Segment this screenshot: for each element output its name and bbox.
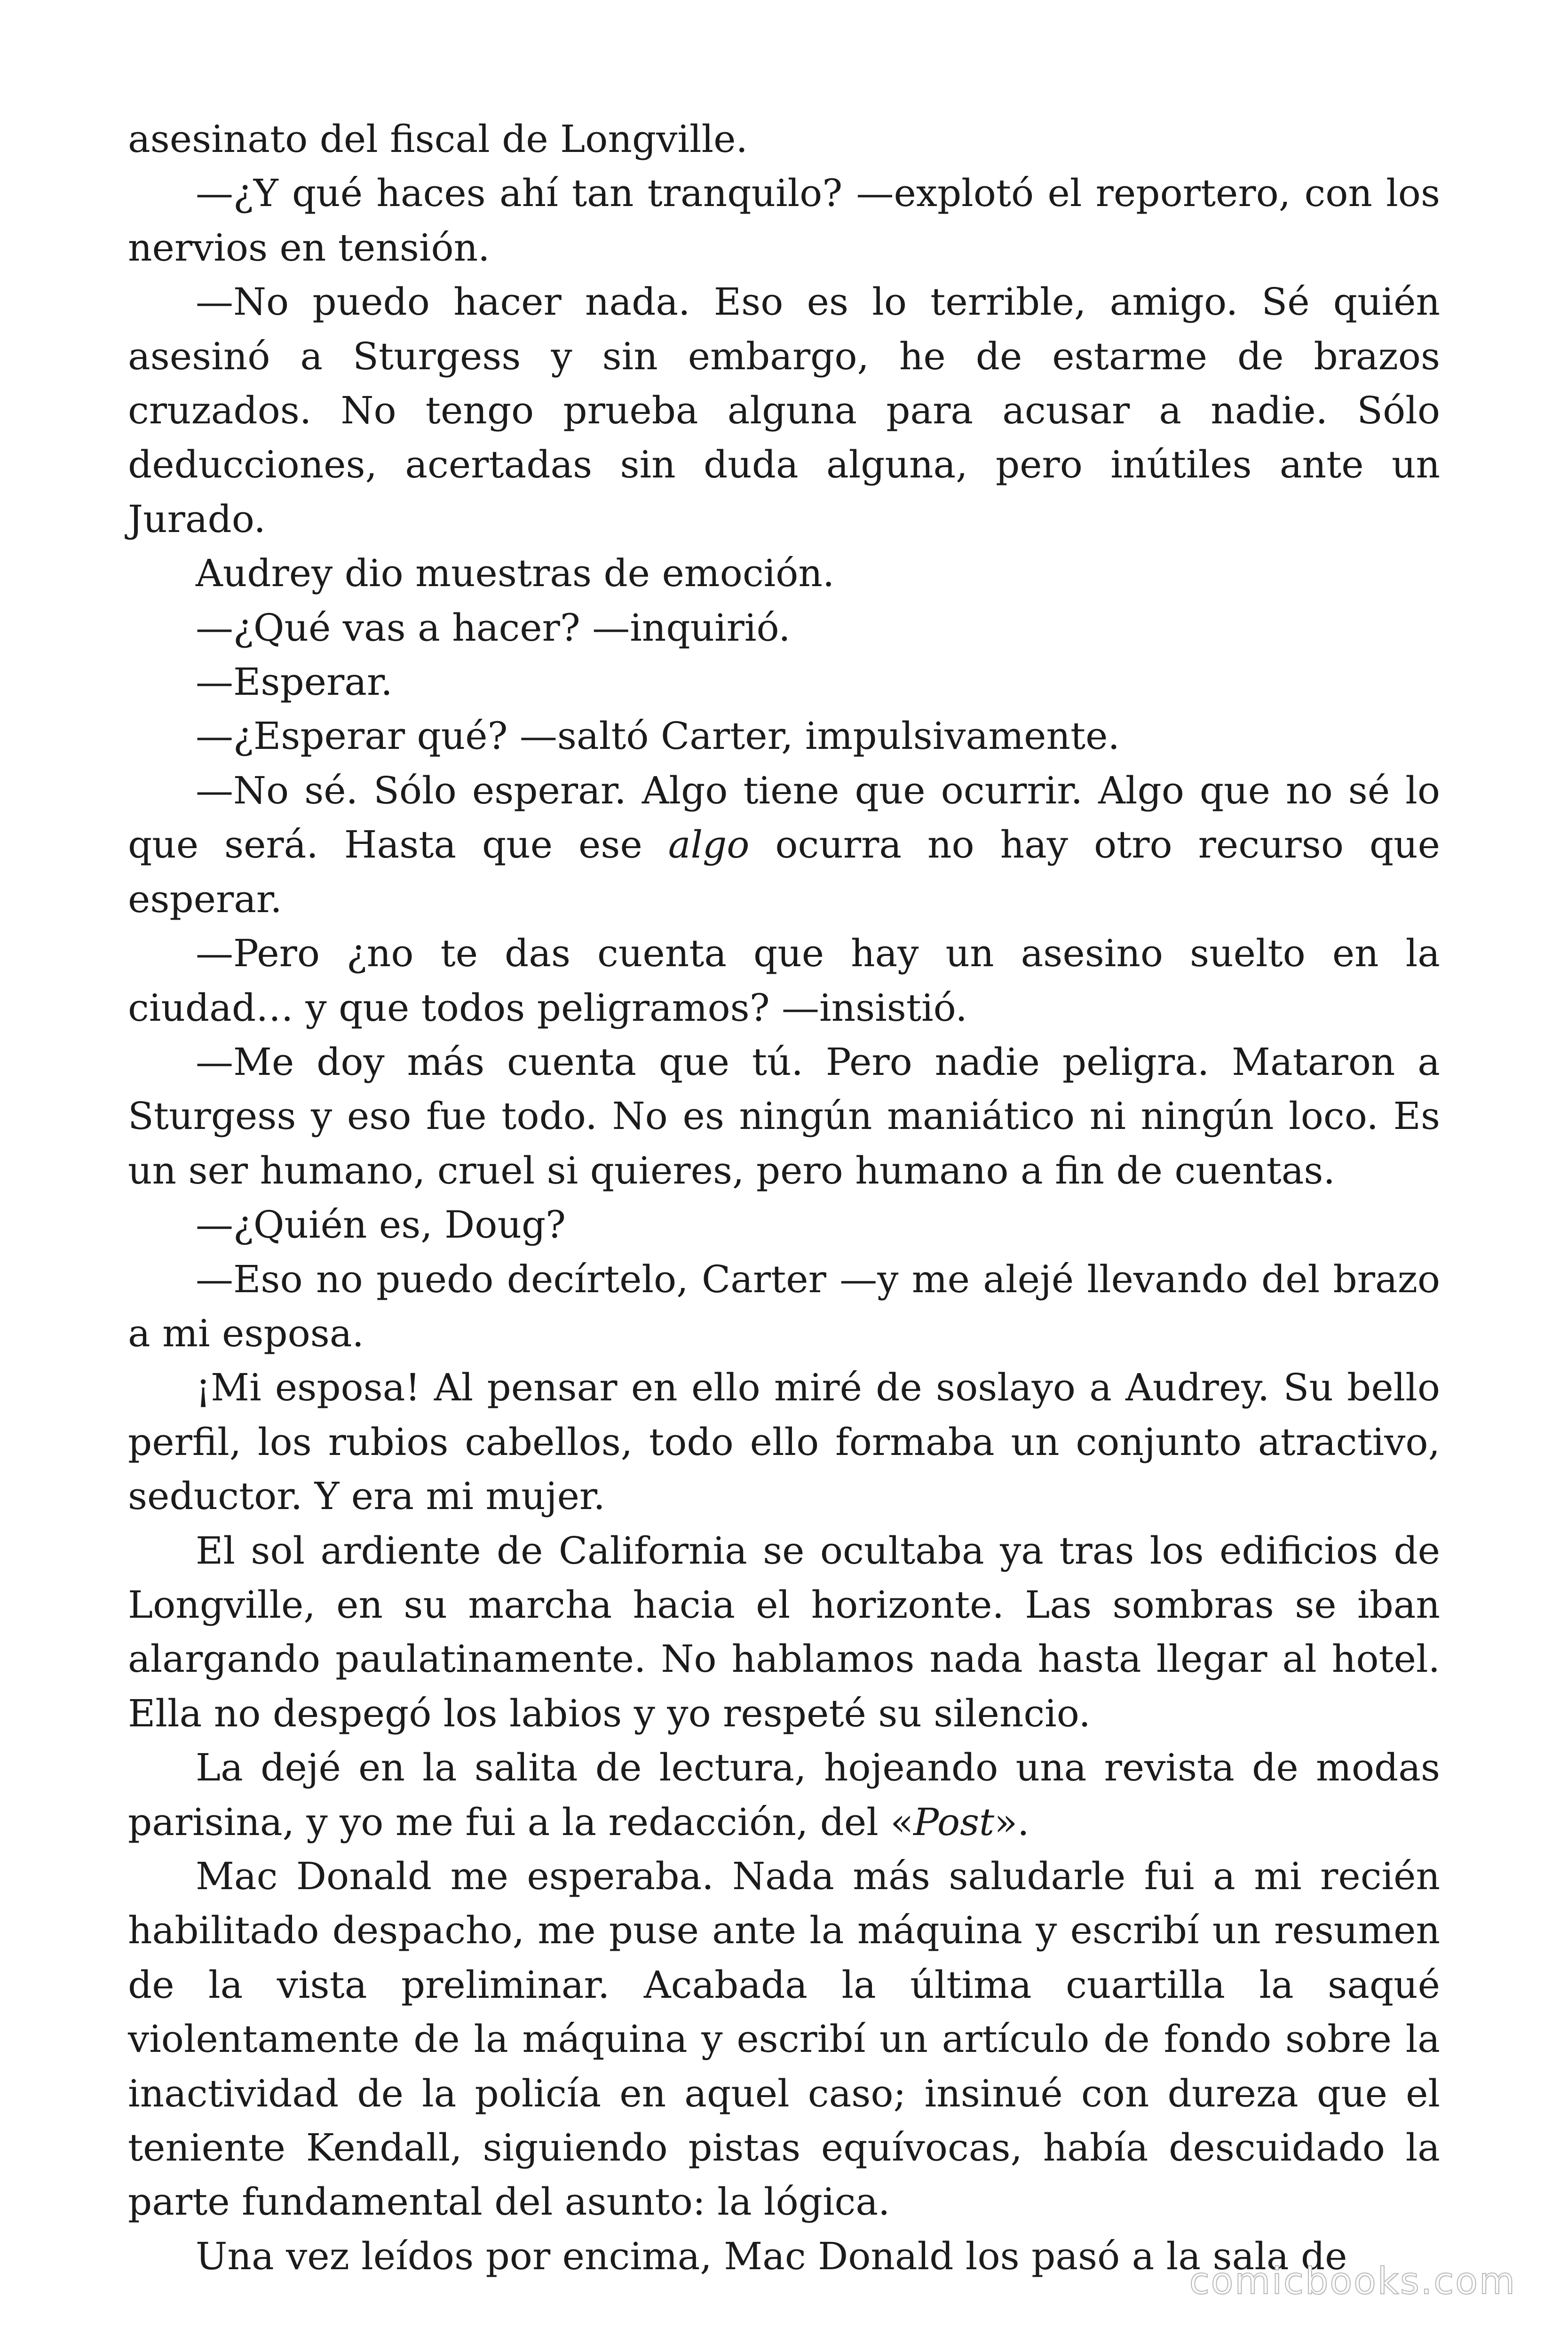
emphasis-text: Post: [913, 1800, 995, 1844]
paragraph: El sol ardiente de California se ocultaba ya tras los edificios de Longville, en su marcha hacia el horizonte. Las sombras se iban alargando paulatinamente. No hablamos nada hasta llegar al hotel. Ella no despegó los labios y yo respeté su silencio.: [128, 1528, 1440, 1735]
paragraph: [128, 763, 1440, 926]
page-text: [128, 112, 1440, 2283]
paragraph: —Pero ¿no te das cuenta que hay un asesino suelto en la ciudad… y que todos peligramos? —insistió.: [128, 931, 1440, 1030]
paragraph-continuation: asesinato del fiscal de Longville.: [128, 117, 748, 161]
text-run: La dejé en la salita de lectura, hojeando una revista de modas parisina, y yo me fui a la redacción, del «: [128, 1746, 1440, 1844]
paragraph: ¡Mi esposa! Al pensar en ello miré de soslayo a Audrey. Su bello perfil, los rubios cabellos, todo ello formaba un conjunto atractivo, seductor. Y era mi mujer.: [128, 1366, 1440, 1518]
text-run: —No sé. Sólo esperar. Algo tiene que ocurrir. Algo que no sé lo que será. Hasta que ese: [128, 768, 1440, 867]
paragraph: —Eso no puedo decírtelo, Carter —y me alejé llevando del brazo a mi esposa.: [128, 1257, 1440, 1355]
paragraph: —¿Esperar qué? —saltó Carter, impulsivamente.: [196, 714, 1120, 758]
watermark: comicbooks.com: [1189, 2260, 1516, 2303]
paragraph: Mac Donald me esperaba. Nada más saludarle fui a mi recién habilitado despacho, me puse ante la máquina y escribí un resumen de la vista preliminar. Acabada la última cuartilla la saqué violentamente de la máquina y escribí un artículo de fondo sobre la inactividad de la policía en aquel caso; insinué con dureza que el teniente Kendall, siguiendo pistas equívocas, había descuidado la parte fundamental del asunto: la lógica.: [128, 1854, 1440, 2224]
paragraph: Audrey dio muestras de emoción.: [196, 551, 835, 596]
text-run: ».: [994, 1800, 1029, 1844]
text-run: ocurra no hay otro recurso que esperar.: [128, 823, 1441, 921]
paragraph: —No puedo hacer nada. Eso es lo terrible, amigo. Sé quién asesinó a Sturgess y sin embargo, he de estarme de brazos cruzados. No tengo prueba alguna para acusar a nadie. Sólo deducciones, acertadas sin duda alguna, pero inútiles ante un Jurado.: [128, 280, 1440, 541]
paragraph: —Esperar.: [196, 660, 393, 704]
paragraph: —¿Quién es, Doug?: [196, 1203, 566, 1247]
paragraph: Una vez leídos por encima, Mac Donald los pasó a la sala de: [196, 2234, 1347, 2278]
paragraph: —Me doy más cuenta que tú. Pero nadie peligra. Mataron a Sturgess y eso fue todo. No es ningún maniático ni ningún loco. Es un ser humano, cruel si quieres, pero humano a fin de cuentas.: [128, 1040, 1440, 1192]
paragraph: —¿Qué vas a hacer? —inquirió.: [196, 605, 791, 650]
paragraph: [128, 1740, 1440, 1849]
paragraph: —¿Y qué haces ahí tan tranquilo? —explotó el reportero, con los nervios en tensión.: [128, 171, 1440, 270]
emphasis-text: algo: [668, 823, 750, 867]
